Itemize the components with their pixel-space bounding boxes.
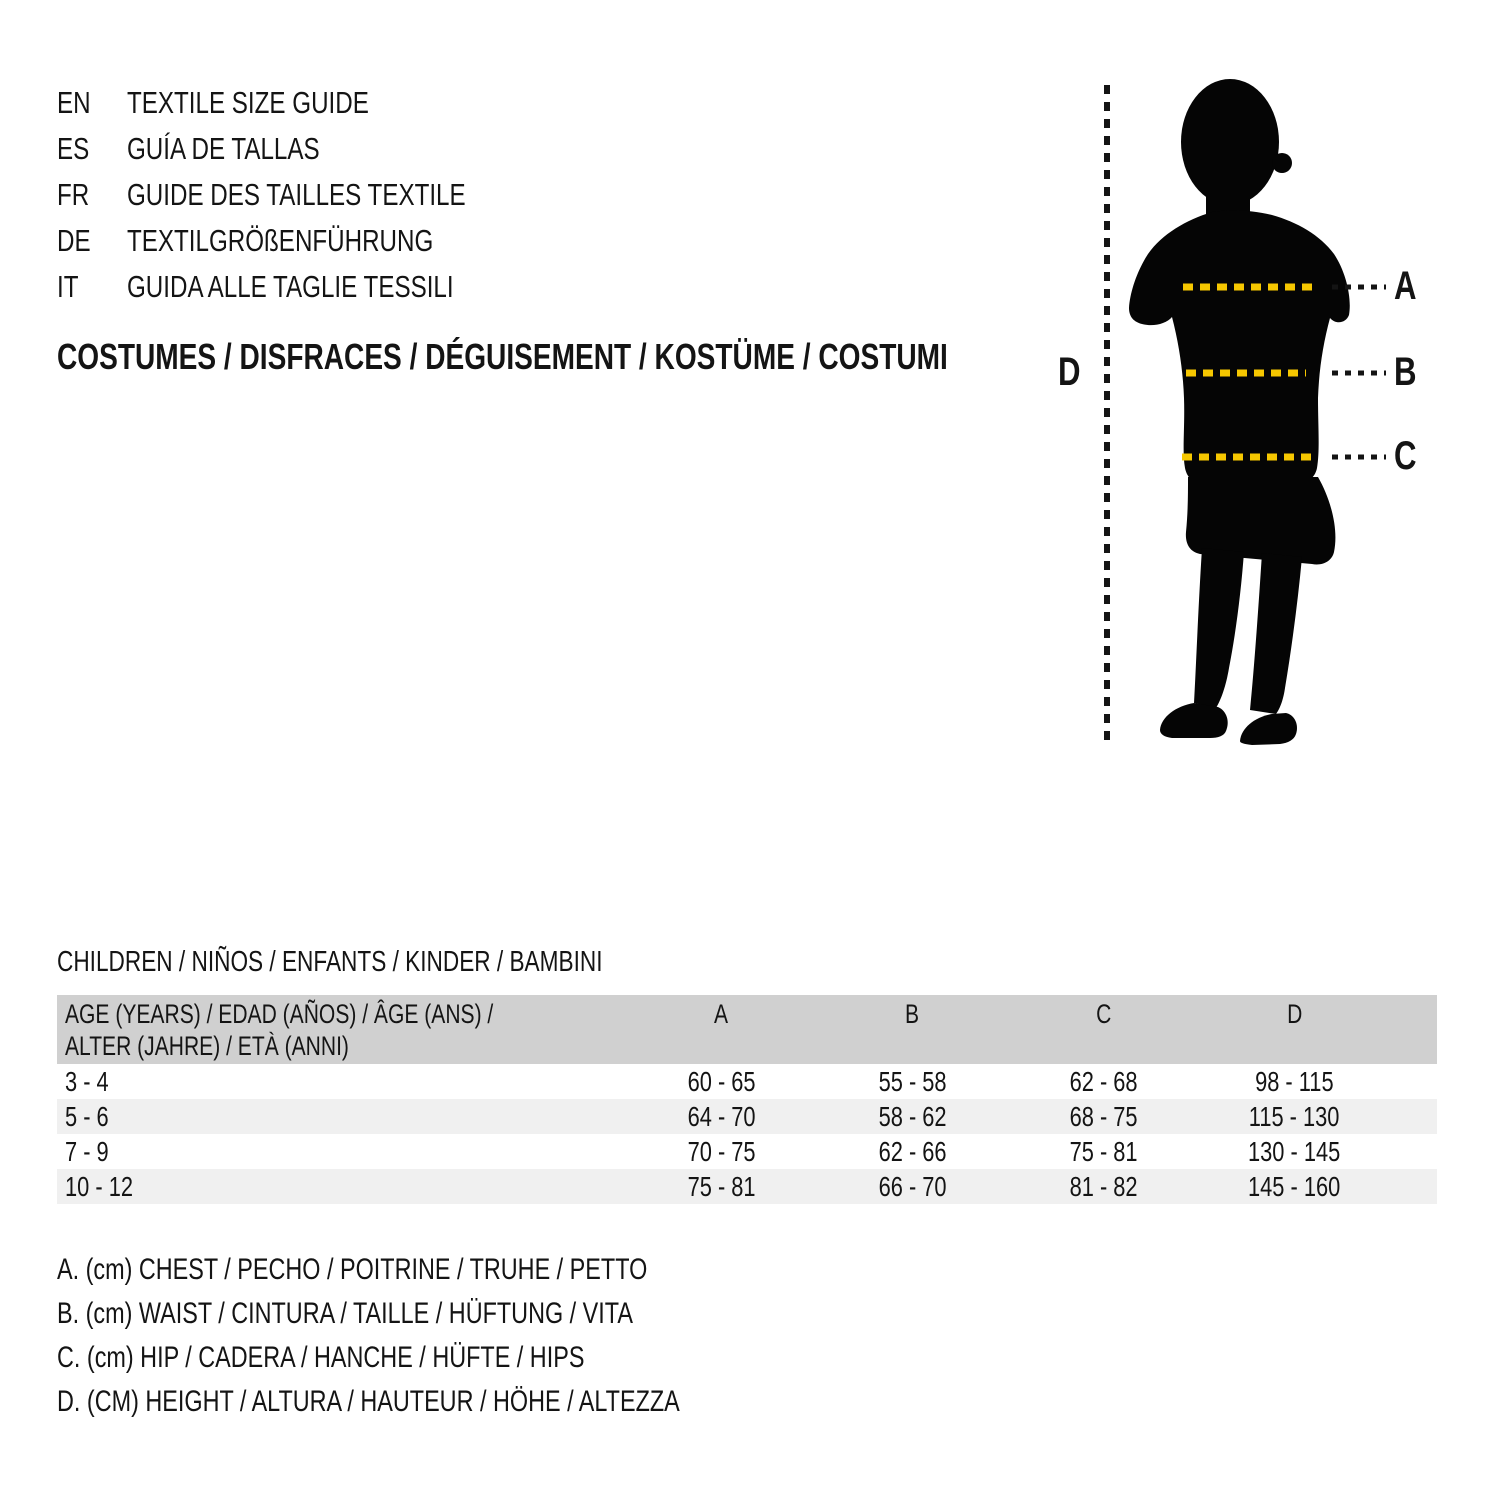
height-value-cell: 130 - 145 — [1248, 1136, 1341, 1167]
language-code: FR — [57, 177, 90, 212]
hip-value-cell: 62 - 68 — [1069, 1066, 1138, 1097]
table-row — [57, 1169, 1437, 1204]
left-leg-shape — [1194, 548, 1244, 708]
age-cell: 7 - 9 — [65, 1136, 109, 1167]
chest-value-cell: 70 - 75 — [687, 1136, 756, 1167]
category-title: COSTUMES / DISFRACES / DÉGUISEMENT / KOSTÜME / COSTUMI — [57, 336, 948, 377]
legend-height: D. (CM) HEIGHT / ALTURA / HAUTEUR / HÖHE / ALTEZZA — [57, 1385, 680, 1418]
left-shoe-shape — [1160, 703, 1228, 738]
guide-title: GUÍA DE TALLAS — [127, 131, 320, 166]
height-value-cell: 98 - 115 — [1255, 1066, 1334, 1097]
column-header-d: D — [1286, 999, 1303, 1029]
list-item — [57, 264, 957, 310]
language-code: ES — [57, 131, 90, 166]
age-cell: 10 - 12 — [65, 1171, 133, 1202]
legend-waist: B. (cm) WAIST / CINTURA / TAILLE / HÜFTUNG / VITA — [57, 1297, 633, 1330]
waist-value-cell: 55 - 58 — [878, 1066, 947, 1097]
hip-value-cell: 68 - 75 — [1069, 1101, 1138, 1132]
waist-value-cell: 62 - 66 — [878, 1136, 947, 1167]
table-row — [57, 1099, 1437, 1134]
hip-value-cell: 75 - 81 — [1069, 1136, 1138, 1167]
list-item — [57, 218, 957, 264]
age-cell: 5 - 6 — [65, 1101, 109, 1132]
list-item — [57, 80, 957, 126]
age-cell: 3 - 4 — [65, 1066, 109, 1097]
measurement-legend — [57, 1248, 855, 1424]
list-item — [57, 126, 957, 172]
height-value-cell: 115 - 130 — [1249, 1101, 1340, 1132]
language-code: EN — [57, 85, 91, 120]
chest-value-cell: 75 - 81 — [687, 1171, 756, 1202]
column-header-c: C — [1095, 999, 1112, 1029]
guide-title: TEXTILE SIZE GUIDE — [127, 85, 369, 120]
waist-value-cell: 66 - 70 — [878, 1171, 947, 1202]
height-value-cell: 145 - 160 — [1248, 1171, 1341, 1202]
column-header-a: A — [714, 999, 729, 1029]
hip-value-cell: 81 - 82 — [1069, 1171, 1138, 1202]
measure-label-chest: A — [1394, 264, 1417, 308]
list-item — [57, 172, 957, 218]
size-table — [57, 995, 1437, 1204]
head-shape — [1181, 79, 1279, 205]
torso-shape — [1129, 210, 1350, 485]
right-leg-shape — [1250, 553, 1302, 714]
column-header-age: AGE (YEARS) / EDAD (AÑOS) / ÂGE (ANS) / ALTER (JAHRE) / ETÀ (ANNI) — [65, 999, 494, 1061]
child-silhouette-figure — [1040, 60, 1500, 760]
language-code: DE — [57, 223, 91, 258]
child-silhouette — [1129, 79, 1350, 745]
guide-title: GUIDE DES TAILLES TEXTILE — [127, 177, 466, 212]
table-row — [57, 1064, 1437, 1099]
chest-value-cell: 60 - 65 — [687, 1066, 756, 1097]
section-heading-children: CHILDREN / NIÑOS / ENFANTS / KINDER / BAMBINI — [57, 946, 603, 978]
column-header-b: B — [905, 999, 920, 1029]
ear-shape — [1272, 153, 1292, 173]
chest-value-cell: 64 - 70 — [687, 1101, 756, 1132]
waist-value-cell: 58 - 62 — [878, 1101, 947, 1132]
table-row — [57, 1134, 1437, 1169]
measure-label-height: D — [1058, 350, 1081, 394]
right-shoe-shape — [1240, 713, 1297, 745]
legend-hip: C. (cm) HIP / CADERA / HANCHE / HÜFTE / HIPS — [57, 1341, 585, 1374]
measure-label-waist: B — [1394, 350, 1417, 394]
measure-label-hip: C — [1394, 434, 1417, 478]
legend-chest: A. (cm) CHEST / PECHO / POITRINE / TRUHE / PETTO — [57, 1253, 648, 1286]
guide-title: GUIDA ALLE TAGLIE TESSILI — [127, 269, 454, 304]
table-header-row — [57, 995, 1437, 1064]
guide-title: TEXTILGRÖßENFÜHRUNG — [127, 223, 434, 258]
language-code: IT — [57, 269, 79, 304]
language-title-list — [57, 80, 957, 310]
